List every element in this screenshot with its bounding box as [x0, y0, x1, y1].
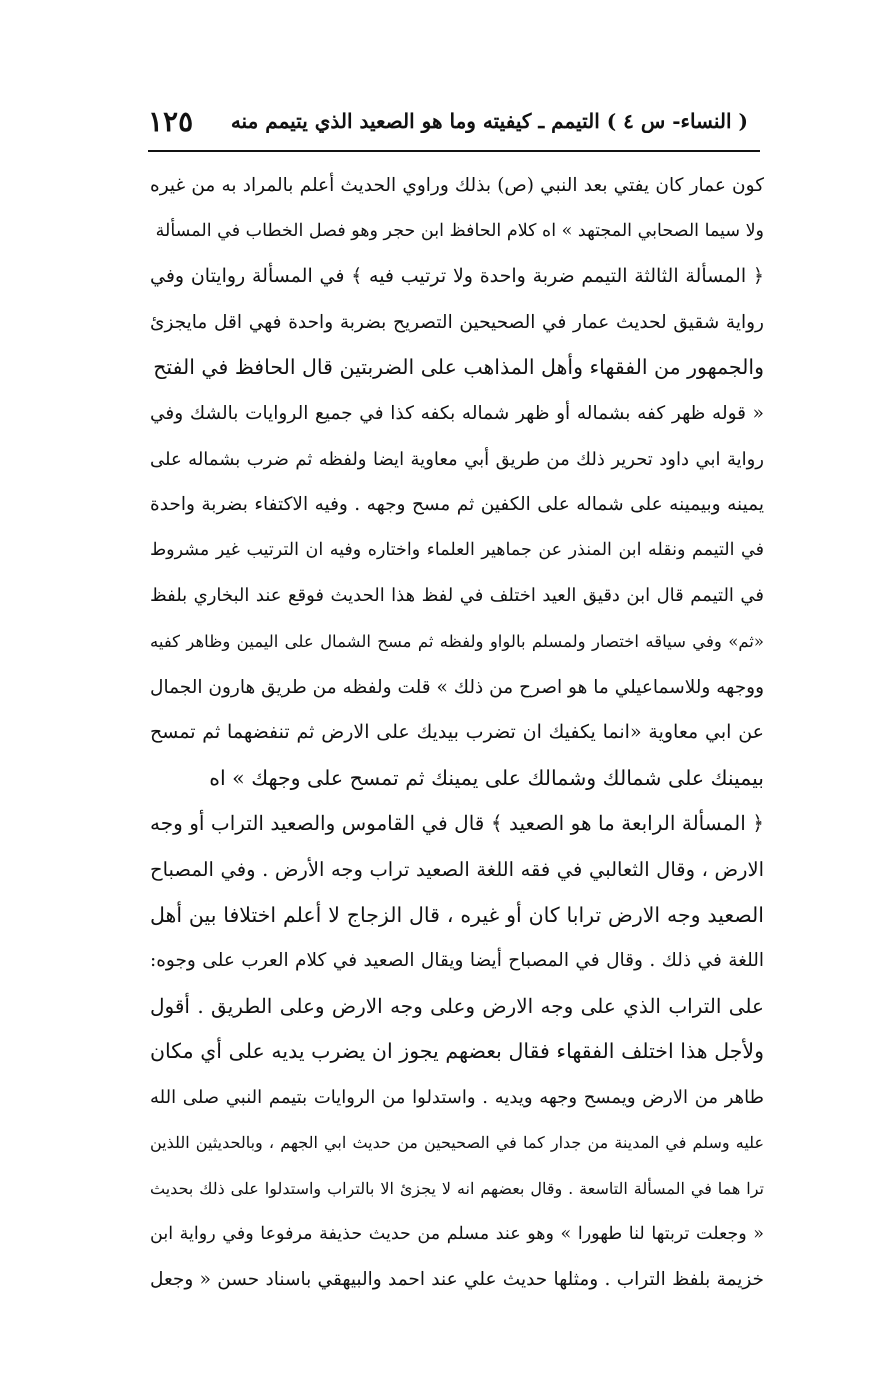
text-line: على التراب الذي على وجه الارض وعلى وجه الارض وعلى الطريق . أقول — [150, 993, 764, 1018]
text-line: عليه وسلم في المدينة من جدار كما في الصحيحين من حديث ابي الجهم ، وبالحديثين اللذين — [150, 1133, 764, 1153]
text-line: ﴿ المسألة الرابعة ما هو الصعيد ﴾ قال في القاموس والصعيد التراب أو وجه — [150, 811, 764, 836]
text-line: ﴿ المسألة الثالثة التيمم ضربة واحدة ولا ترتيب فيه ﴾ في المسألة روايتان وفي — [150, 265, 764, 288]
text-line: عن ابي معاوية «انما يكفيك ان تضرب بيديك على الارض ثم تنفضهما ثم تمسح — [150, 721, 764, 744]
text-line: في التيمم قال ابن دقيق العيد اختلف في لفظ هذا الحديث فوقع عند البخاري بلفظ — [150, 585, 764, 607]
text-line: اللغة في ذلك . وقال في المصباح أيضا ويقال الصعيد في كلام العرب على وجوه: — [150, 950, 764, 972]
text-line: ولأجل هذا اختلف الفقهاء فقال بعضهم يجوز ان يضرب يديه على أي مكان — [150, 1039, 764, 1064]
text-line: في التيمم ونقله ابن المنذر عن جماهير العلماء واختاره وفيه ان الترتيب غير مشروط — [150, 539, 764, 560]
text-line: «ثم» وفي سياقه اختصار ولمسلم بالواو ولفظه ثم مسح الشمال على اليمين وظاهر كفيه — [150, 631, 764, 651]
text-line: كون عمار كان يفتي بعد النبي (ص) بذلك وراوي الحديث أعلم بالمراد به من غيره — [150, 175, 764, 196]
text-line: الصعيد وجه الارض ترابا كان أو غيره ، قال الزجاج لا أعلم اختلافا بين أهل — [150, 902, 764, 927]
text-line: ولا سيما الصحابي المجتهد » اه كلام الحافظ ابن حجر وهو فصل الخطاب في المسألة — [155, 220, 764, 241]
text-line: « وجعلت تربتها لنا طهورا » وهو عند مسلم من حديث حذيفة مرفوعا وفي رواية ابن — [150, 1223, 764, 1244]
text-line: والجمهور من الفقهاء وأهل المذاهب على الضربتين قال الحافظ في الفتح — [153, 355, 764, 380]
text-line: رواية ابي داود تحرير ذلك من طريق أبي معاوية ايضا ولفظه ثم ضرب بشماله على — [150, 448, 764, 470]
page-body — [150, 163, 764, 1303]
text-line: ووجهه وللاسماعيلي ما هو اصرح من ذلك » قلت ولفظه من طريق هارون الجمال — [150, 676, 764, 698]
text-line: ترا هما في المسألة التاسعة . وقال بعضهم انه لا يجزئ الا بالتراب واستدلوا على ذلك بحديث — [150, 1179, 764, 1199]
text-line: يمينه وبيمينه على شماله على الكفين ثم مسح وجهه . وفيه الاكتفاء بضربة واحدة — [150, 494, 764, 516]
text-line: بيمينك على شمالك وشمالك على يمينك ثم تمسح على وجهك » اه — [209, 765, 764, 790]
text-line: « قوله ظهر كفه بشماله أو ظهر شماله بكفه كذا في جميع الروايات بالشك وفي — [150, 402, 764, 424]
text-line: طاهر من الارض ويمسح وجهه ويديه . واستدلوا من الروايات بتيمم النبي صلى الله — [150, 1086, 764, 1108]
text-line: خزيمة بلفظ التراب . ومثلها حديث علي عند احمد والبيهقي باسناد حسن « وجعل — [150, 1269, 764, 1291]
text-line: الارض ، وقال الثعالبي في فقه اللغة الصعيد تراب وجه الأرض . وفي المصباح — [150, 857, 764, 881]
text-line: رواية شقيق لحديث عمار في الصحيحين التصريح بضربة واحدة فهي اقل مايجزئ — [150, 311, 764, 333]
header-title: ( النساء- س ٤ ) التيمم ـ كيفيته وما هو الصعيد الذي يتيمم منه — [230, 109, 748, 133]
page-number: ١٢٥ — [148, 104, 194, 138]
header-divider — [148, 150, 760, 152]
running-header — [148, 96, 748, 146]
